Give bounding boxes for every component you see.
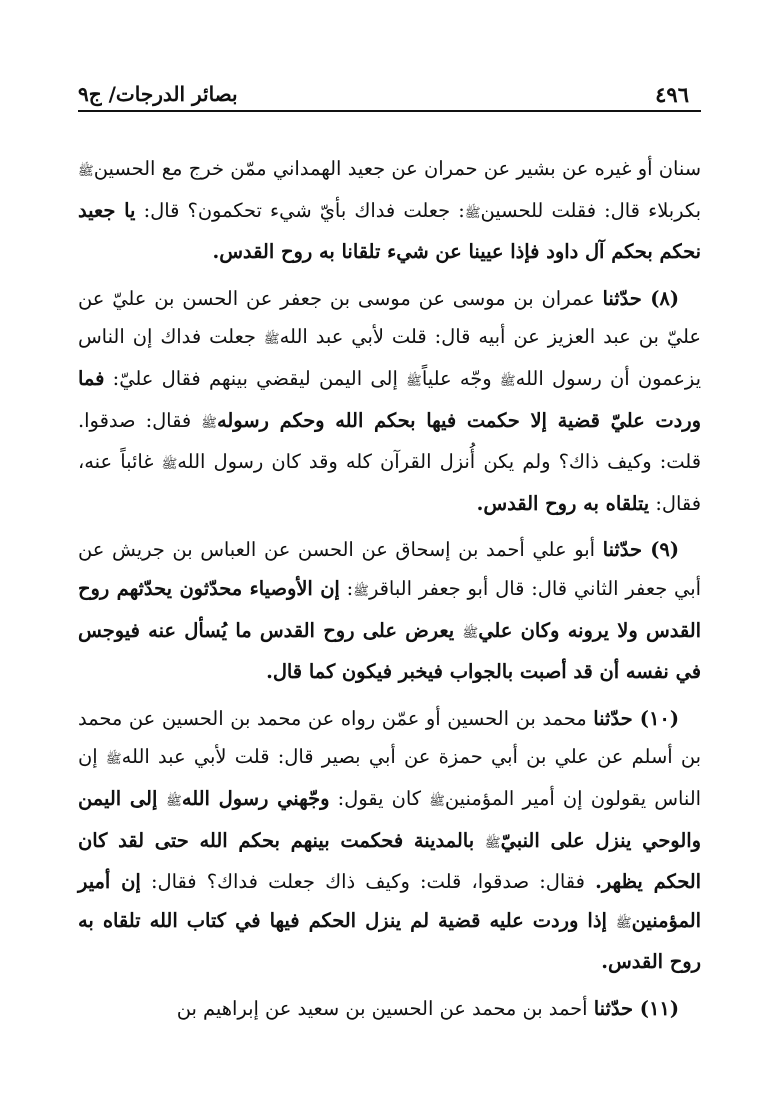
- bold-text-segment: بالمدينة فحكمت بينهم بحكم الله حتى لقد كان الحكم يظهر.: [78, 828, 702, 894]
- text-segment: بكربلاء قال: فقلت للحسين: [480, 198, 701, 222]
- honorific-icon: ﷺ: [429, 793, 445, 809]
- honorific-icon: ﷺ: [105, 752, 122, 768]
- bold-text-segment: إلى اليمن والوحي ينزل على النبيّ: [78, 786, 701, 852]
- text-segment: كان يقول:: [329, 786, 430, 810]
- honorific-icon: ﷺ: [201, 415, 217, 431]
- honorific-icon: ﷺ: [78, 164, 94, 179]
- honorific-icon: ﷺ: [615, 915, 632, 931]
- bold-text-segment: (٨) حدّثنا: [602, 286, 679, 310]
- honorific-icon: ﷺ: [161, 457, 178, 473]
- body-text: [78, 150, 701, 1036]
- text-segment: أحمد بن محمد عن الحسين بن سعيد عن إبراهيم بن: [176, 996, 594, 1020]
- text-segment: : جعلت فداك بأيّ شيء تحكمون؟ قال:: [135, 198, 465, 222]
- text-segment: وجّه علياً: [421, 366, 500, 390]
- paragraph-hadith-9: [78, 531, 701, 691]
- bold-text-segment: إن الأوصياء محدّثون يحدّثهم روح القدس ولا يرونه وكان علي: [78, 576, 701, 642]
- text-segment: غائباً عنه، فقال:: [78, 450, 701, 515]
- header-divider: [78, 110, 701, 112]
- honorific-icon: ﷺ: [499, 373, 516, 389]
- bold-text-segment: (١٠) حدّثنا: [593, 706, 679, 730]
- paragraph-hadith-11: [78, 990, 701, 1029]
- text-segment: فقال: صدقوا، قلت: وكيف ذاك جعلت فداك؟ فقال:: [140, 870, 596, 894]
- bold-text-segment: (٩) حدّثنا: [602, 538, 679, 562]
- honorific-icon: ﷺ: [166, 793, 182, 809]
- bold-text-segment: وجّهني رسول الله: [181, 786, 330, 810]
- text-segment: سنان أو غيره عن بشير عن حمران عن جعيد الهمداني ممّن خرج مع الحسين: [93, 157, 701, 180]
- page-number: ٤٩٦: [655, 82, 689, 107]
- bold-text-segment: إن أمير المؤمنين: [78, 870, 701, 932]
- honorific-icon: ﷺ: [462, 625, 479, 641]
- honorific-icon: ﷺ: [353, 583, 369, 599]
- honorific-icon: ﷺ: [464, 205, 481, 221]
- bold-text-segment: يعرض على روح القدس ما يُسأل عنه فيوجس في نفسه أن قد أصبت بالجواب فيخبر فيكون كما قال.: [78, 618, 701, 684]
- text-segment: إن الناس يقولون إن أمير المؤمنين: [78, 745, 702, 810]
- text-segment: جعلت فداك إن الناس يزعمون أن رسول الله: [78, 325, 701, 390]
- text-segment: :: [339, 576, 354, 600]
- text-segment: محمد بن الحسين أو عمّن رواه عن محمد بن الحسين عن محمد بن أسلم عن علي بن أبي حمزة عن أبي بصير قال: قلت لأبي عبد الله: [78, 706, 701, 769]
- honorific-icon: ﷺ: [406, 373, 422, 389]
- text-segment: إلى اليمن ليقضي بينهم فقال عليّ:: [104, 366, 407, 390]
- running-title: بصائر الدرجات/ ج٩: [78, 82, 238, 106]
- text-segment: أبو علي أحمد بن إسحاق عن الحسن عن العباس بن جريش عن أبي جعفر الثاني قال: قال أبو جعفر الباقر: [78, 538, 701, 600]
- bold-text-segment: فما وردت عليّ قضية إلا حكمت فيها بحكم الله وحكم رسوله: [78, 366, 702, 432]
- bold-text-segment: يتلقاه به روح القدس.: [476, 491, 650, 515]
- bold-text-segment: يا جعيد نحكم بحكم آل داود فإذا عيينا عن شيء تلقانا به روح القدس.: [78, 198, 701, 264]
- page-header: [78, 78, 701, 112]
- honorific-icon: ﷺ: [484, 835, 501, 851]
- text-segment: عمران بن موسى عن موسى بن جعفر عن الحسن بن عليّ عن عليّ بن عبد العزيز عن أبيه قال: قلت لأبي عبد الله: [78, 286, 702, 349]
- honorific-icon: ﷺ: [263, 332, 280, 348]
- paragraph-hadith-8: [78, 280, 701, 524]
- paragraph-continued: [78, 150, 701, 272]
- bold-text-segment: (١١) حدّثنا: [593, 996, 679, 1020]
- paragraph-hadith-10: [78, 700, 701, 982]
- text-segment: فقال: صدقوا. قلت: وكيف ذاك؟ ولم يكن أُنزل القرآن كله وقد كان رسول الله: [78, 408, 701, 474]
- bold-text-segment: إذا وردت عليه قضية لم ينزل الحكم فيها في كتاب الله تلقاه به روح القدس.: [78, 908, 701, 974]
